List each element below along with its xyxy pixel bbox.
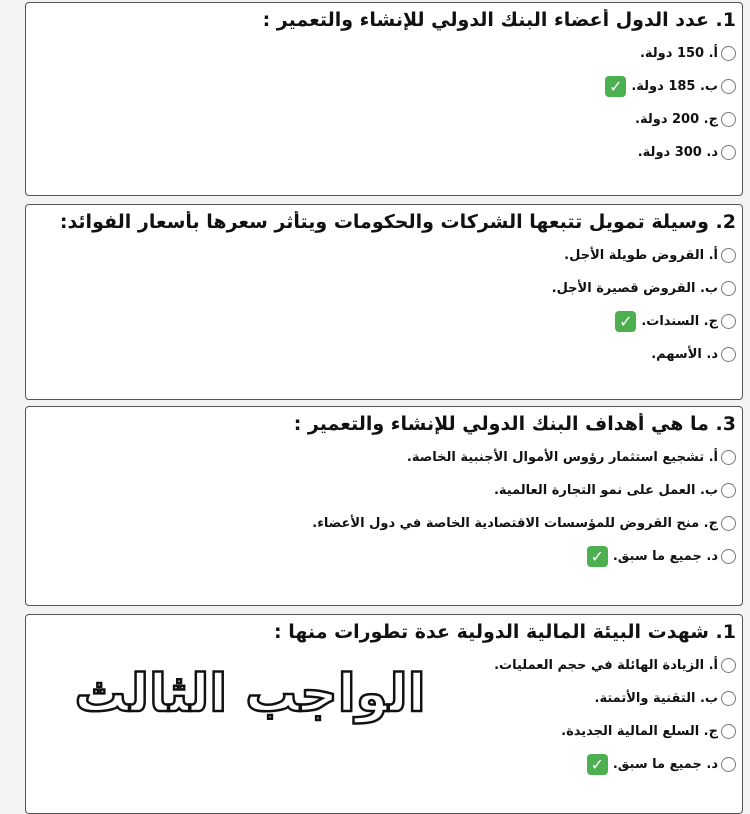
option-label: ب. القروض قصيرة الأجل. [551,281,718,296]
option-b[interactable] [312,474,736,507]
option-label: ب. 185 دولة. [631,79,718,94]
option-d[interactable] [605,136,736,169]
question-card-2 [25,204,743,400]
radio-button[interactable] [721,549,736,564]
radio-button[interactable] [721,79,736,94]
radio-button[interactable] [721,314,736,329]
checkmark-icon: ✓ [605,76,626,97]
option-c[interactable] [494,715,736,748]
option-label: أ. الزيادة الهائلة في حجم العمليات. [494,658,718,673]
question-title: 3. ما هي أهداف البنك الدولي للإنشاء والتعمير : [293,413,736,435]
radio-button[interactable] [721,112,736,127]
radio-button[interactable] [721,248,736,263]
option-label: أ. 150 دولة. [639,46,718,61]
option-d[interactable] [552,338,736,371]
option-label: د. 300 دولة. [637,145,718,160]
question-title: 2. وسيلة تمويل تتبعها الشركات والحكومات ويتأثر سعرها بأسعار الفوائد: [59,211,736,233]
radio-button[interactable] [721,757,736,772]
question-title: 1. شهدت البيئة المالية الدولية عدة تطورات منها : [274,621,736,643]
radio-button[interactable] [721,347,736,362]
radio-button[interactable] [721,658,736,673]
checkmark-icon: ✓ [615,311,636,332]
radio-button[interactable] [721,145,736,160]
option-label: ج. 200 دولة. [635,112,718,127]
option-label: ج. السلع المالية الجديدة. [561,724,718,739]
checkmark-icon: ✓ [587,754,608,775]
option-b[interactable] [605,70,736,103]
options-list [312,441,736,573]
option-label: ج. السندات. [641,314,718,329]
option-label: ب. التقنية والأتمتة. [594,691,718,706]
question-card-1 [25,2,743,196]
option-d[interactable] [312,540,736,573]
options-list [605,37,736,169]
option-label: ج. منح القروض للمؤسسات الاقتصادية الخاصة في دول الأعضاء. [312,516,718,531]
checkmark-icon: ✓ [587,546,608,567]
option-c[interactable] [605,103,736,136]
option-label: ب. العمل على نمو التجارة العالمية. [493,483,718,498]
option-c[interactable] [312,507,736,540]
option-a[interactable] [494,649,736,682]
question-title: 1. عدد الدول أعضاء البنك الدولي للإنشاء والتعمير : [262,9,736,31]
option-a[interactable] [552,239,736,272]
radio-button[interactable] [721,46,736,61]
radio-button[interactable] [721,516,736,531]
radio-button[interactable] [721,483,736,498]
option-c[interactable] [552,305,736,338]
option-d[interactable] [494,748,736,781]
option-b[interactable] [552,272,736,305]
option-label: د. الأسهم. [651,347,718,362]
radio-button[interactable] [721,691,736,706]
option-a[interactable] [312,441,736,474]
watermark-title: الواجب الثالث [74,664,426,724]
radio-button[interactable] [721,281,736,296]
options-list [494,649,736,781]
options-list [552,239,736,371]
option-label: د. جميع ما سبق. [612,757,718,772]
option-label: أ. القروض طويلة الأجل. [564,248,718,263]
question-card-3 [25,406,743,606]
option-label: د. جميع ما سبق. [612,549,718,564]
option-b[interactable] [494,682,736,715]
option-a[interactable] [605,37,736,70]
radio-button[interactable] [721,724,736,739]
option-label: أ. تشجيع استثمار رؤوس الأموال الأجنبية الخاصة. [406,450,718,465]
radio-button[interactable] [721,450,736,465]
